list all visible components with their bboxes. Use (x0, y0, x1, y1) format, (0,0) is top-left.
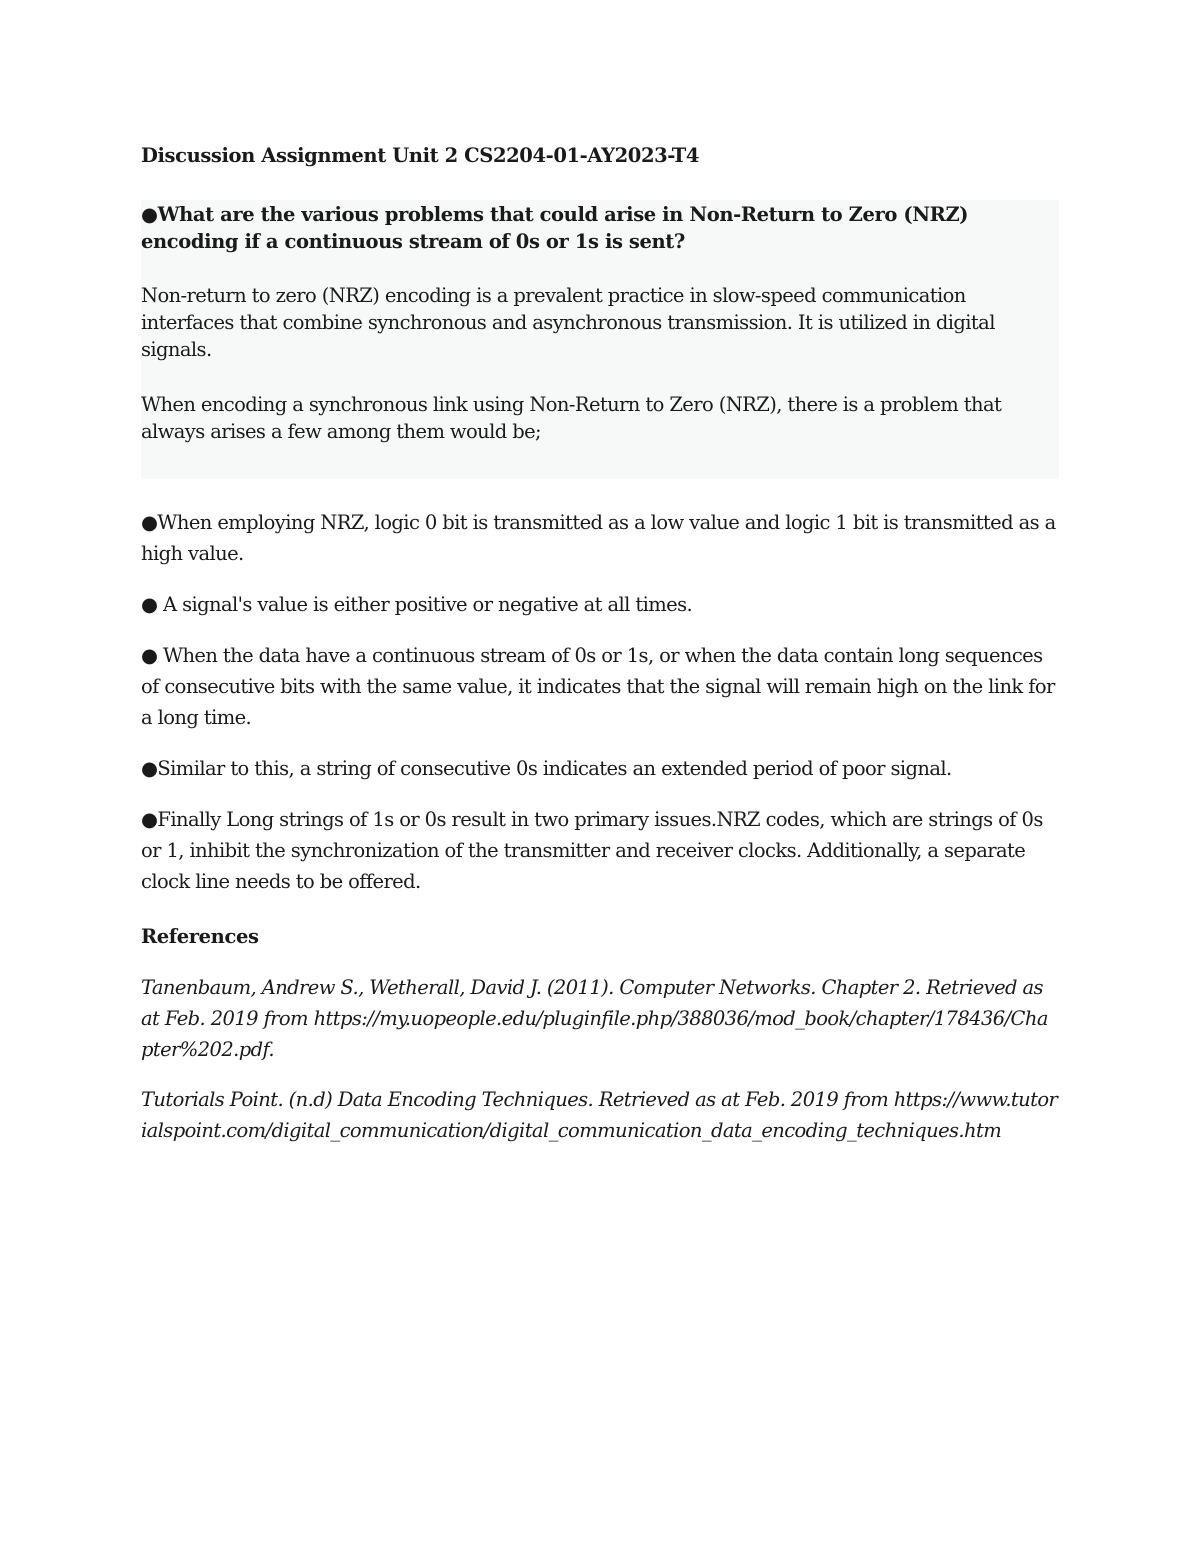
bullet-item: ●Finally Long strings of 1s or 0s result in two primary issues.NRZ codes, which are strings of 0s or 1, inhibit the synchronization of the transmitter and receiver clocks. Additionally, a separate clock line needs to be offered. (141, 808, 1043, 893)
reference-text: Tutorials Point. (n.d) Data Encoding Techniques. Retrieved as at Feb. 2019 from (141, 1088, 889, 1111)
reference-link[interactable]: https://my.uopeople.edu/pluginfile.php/388036/mod_book/chapter/178436/Chapter%202.pdf. (141, 1007, 1048, 1061)
bullet-item: ●When employing NRZ, logic 0 bit is transmitted as a low value and logic 1 bit is transmitted as a high value. (141, 511, 1056, 565)
question-heading: ●What are the various problems that could arise in Non-Return to Zero (NRZ) encoding if a continuous stream of 0s or 1s is sent? (141, 203, 969, 253)
reference-item (141, 972, 1059, 1065)
problem-paragraph: When encoding a synchronous link using Non-Return to Zero (NRZ), there is a problem that always arises a few among them would be; (141, 393, 1002, 443)
bullet-list (141, 507, 1059, 897)
question-section (141, 200, 1059, 479)
document-title: Discussion Assignment Unit 2 CS2204-01-AY2023-T4 (141, 144, 700, 167)
intro-paragraph: Non-return to zero (NRZ) encoding is a prevalent practice in slow-speed communication interfaces that combine synchronous and asynchronous transmission. It is utilized in digital signals. (141, 284, 995, 361)
bullet-item: ● When the data have a continuous stream of 0s or 1s, or when the data contain long sequences of consecutive bits with the same value, it indicates that the signal will remain high on the link for a long time. (141, 644, 1055, 729)
reference-item (141, 1084, 1059, 1146)
reference-link[interactable]: https://www.tutorialspoint.com/digital_communication/digital_communication_data_encoding_techniques.htm (141, 1088, 1058, 1142)
reference-text: Tanenbaum, Andrew S., Wetherall, David J. (2011). Computer Networks. Chapter 2. Retrieved as at Feb. 2019 from (141, 976, 1043, 1030)
bullet-item: ●Similar to this, a string of consecutive 0s indicates an extended period of poor signal. (141, 757, 952, 780)
bullet-item: ● A signal's value is either positive or negative at all times. (141, 593, 693, 616)
references-heading: References (141, 925, 259, 948)
document-page (141, 141, 1059, 1165)
